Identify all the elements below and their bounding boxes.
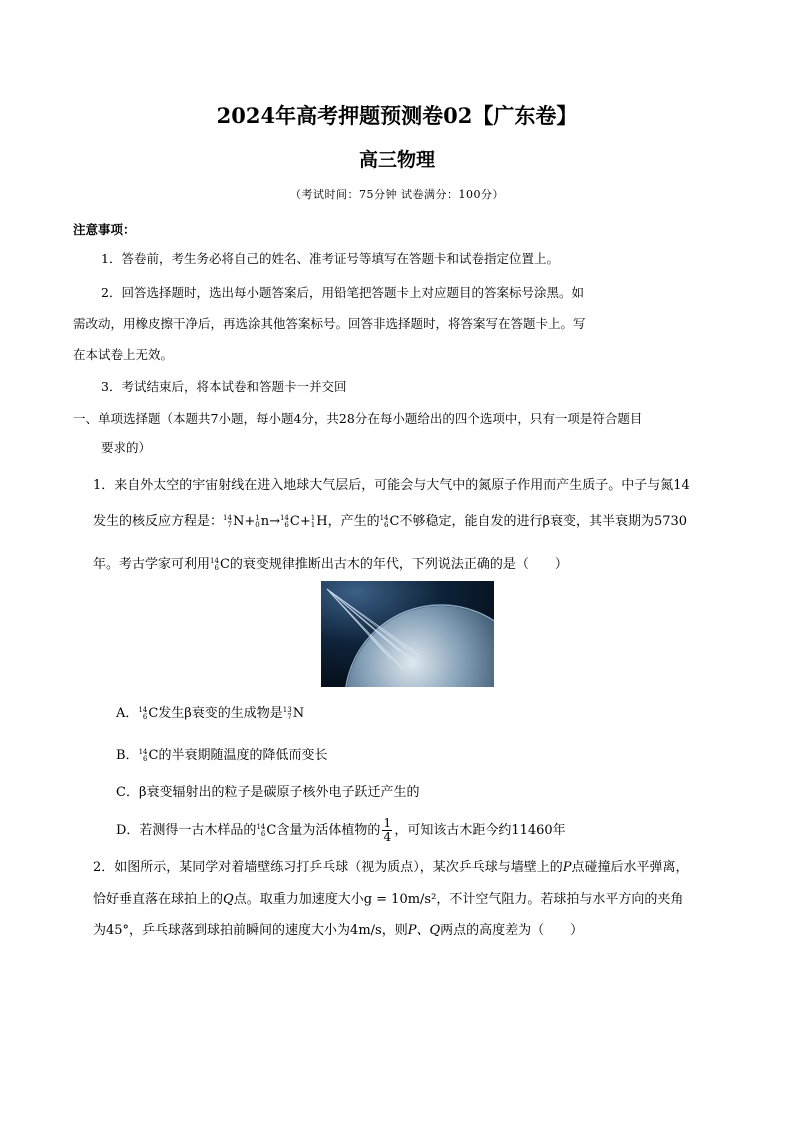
- q1-option-b[interactable]: B． 14 6 C的半衰期随温度的降低而变长: [116, 747, 328, 763]
- fraction-one-quarter: $\frac{1}{4}$: [383, 816, 392, 844]
- section-1-heading: 一、单项选择题（本题共7小题，每小题4分，共28分在每小题给出的四个选项中，只有一项是符合题目: [73, 411, 643, 426]
- q1-option-d[interactable]: D．若测得一古木样品的 14 6 C含量为活体植物的 $\frac{1}{4}$ ，可知该古木距今约11460年: [116, 816, 566, 844]
- q2-line-2: 恰好垂直落在球拍上的Q点。取重力加速度大小g = 10m/s²，不计空气阻力。若球拍与水平方向的夹角: [93, 892, 684, 907]
- q2-line-1: 2．如图所示，某同学对着墙壁练习打乒乓球（视为质点），某次乒乓球与墙壁上的P点碰撞后水平弹离，: [93, 860, 689, 875]
- exam-title: 2024年高考押题预测卷02【广东卷】: [216, 103, 578, 128]
- q1-option-c[interactable]: C．β衰变辐射出的粒子是碳原子核外电子跃迁产生的: [116, 785, 420, 800]
- notice-item-1: 1．答卷前，考生务必将自己的姓名、准考证号等填写在答题卡和试卷指定位置上。: [101, 251, 559, 266]
- q1-line-2: 发生的核反应方程是： 14 7 N+ 1 0 n→ 14 6 C+ 1 1 H，产生的 14 6 C不够稳定，能自发的进行β衰变，其半衰期为5730: [93, 513, 688, 529]
- q1-line-1: 1．来自外太空的宇宙射线在进入地球大气层后，可能会与大气中的氮原子作用而产生质子。中子与氮14: [93, 478, 690, 493]
- notice-item-2-line-2: 需改动，用橡皮擦干净后，再选涂其他答案标号。回答非选择题时，将答案写在答题卡上。写: [73, 316, 586, 331]
- notice-item-3: 3．考试结束后，将本试卷和答题卡一并交回: [101, 379, 347, 394]
- notice-item-2-line-3: 在本试卷上无效。: [73, 347, 174, 362]
- cosmic-ray-earth-image: [321, 581, 494, 687]
- section-1-heading-cont: 要求的）: [101, 440, 152, 455]
- q1-line-2-a: 发生的核反应方程是：: [93, 514, 224, 529]
- notice-heading: 注意事项：: [73, 222, 136, 237]
- reaction-equation: 14 7 N+ 1 0 n→ 14 6 C+ 1 1 H: [223, 513, 328, 529]
- exam-subtitle: 高三物理: [358, 149, 435, 171]
- notice-item-2-line-1: 2．回答选择题时，选出每小题答案后，用铅笔把答题卡上对应题目的答案标号涂黑。如: [101, 285, 584, 300]
- q1-option-a[interactable]: A． 14 6 C发生β衰变的生成物是 13 7 N: [116, 705, 305, 721]
- exam-meta: （考试时间：75分钟 试卷满分：100分）: [290, 188, 504, 201]
- q1-line-3: 年。考古学家可利用 14 6 C的衰变规律推断出古木的年代，下列说法正确的是（ ）: [93, 556, 568, 572]
- q2-line-3: 为45°，乒乓球落到球拍前瞬间的速度大小为4m/s，则P、Q两点的高度差为（ ）: [93, 923, 584, 938]
- earth-illustration: [321, 581, 494, 687]
